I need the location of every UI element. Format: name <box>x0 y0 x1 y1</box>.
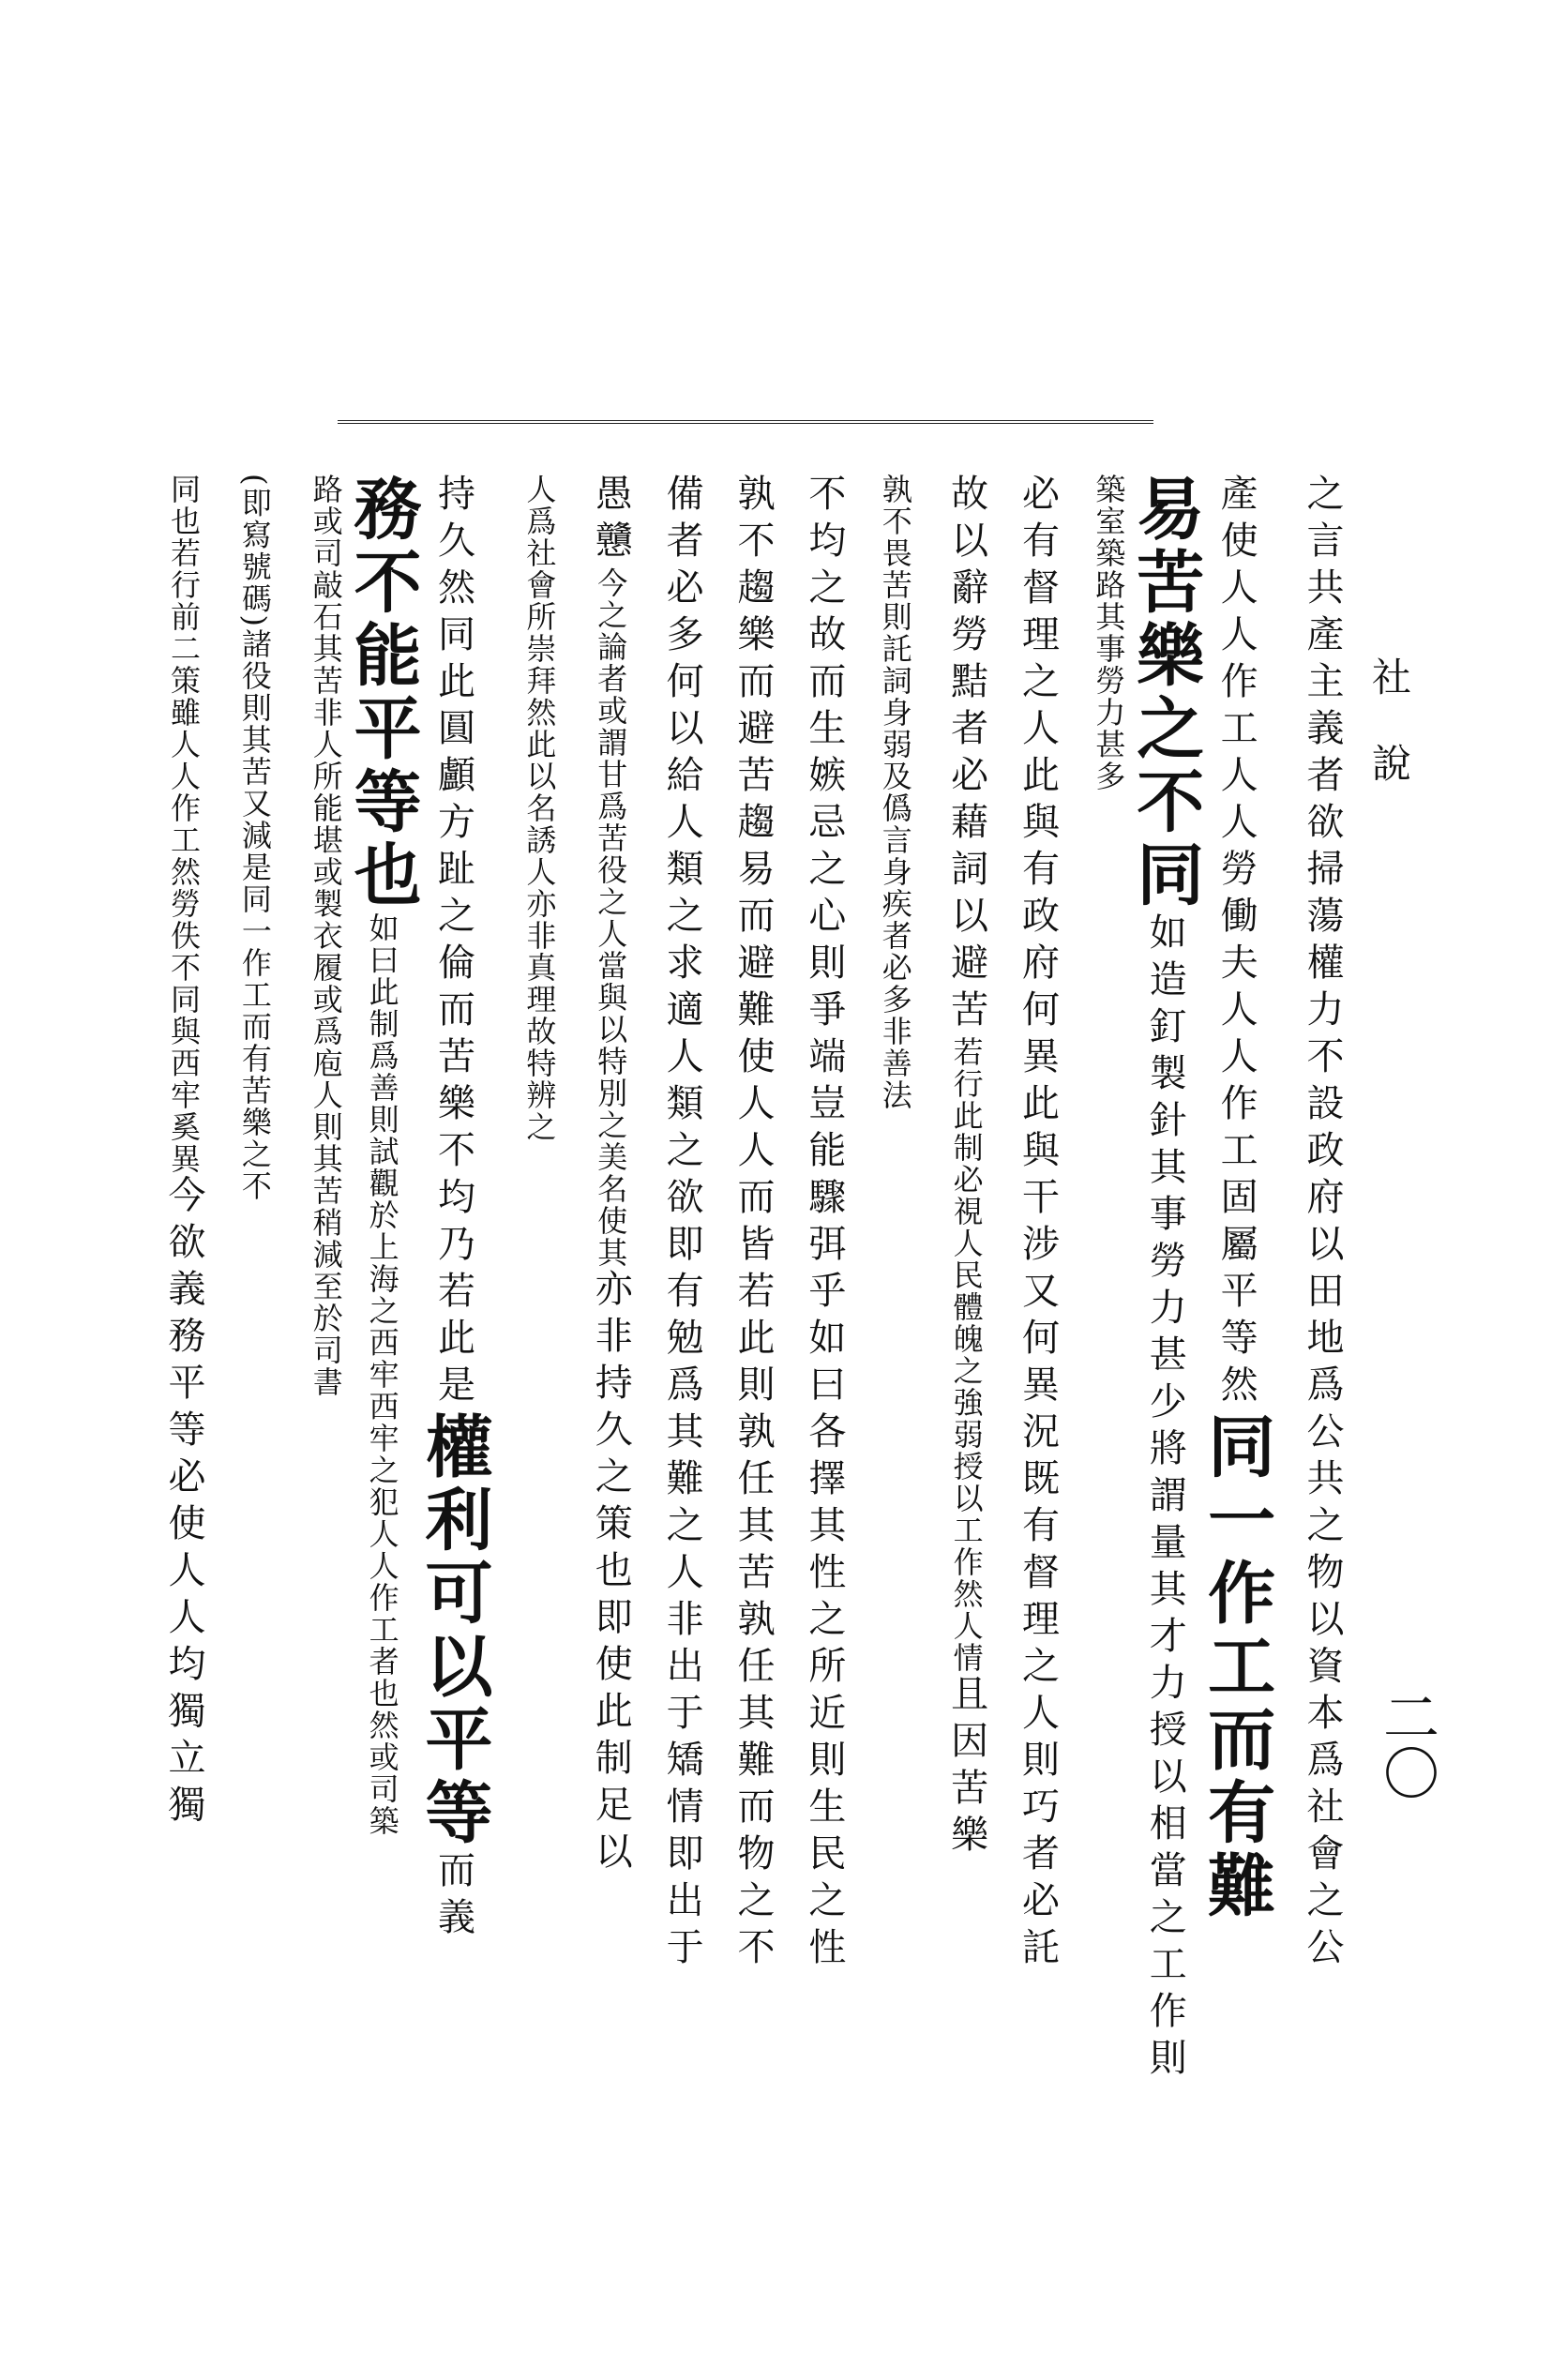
article-body <box>131 474 1344 2312</box>
text-column <box>203 474 274 2312</box>
section-label: 社說 <box>1366 656 1412 829</box>
emphasized-phrase: 同一作工而有難 <box>1197 1411 1277 1923</box>
top-rule <box>338 420 1153 424</box>
body-text: 必有督理之人此與有政府何異此與干涉又何異況既有督理之人則巧者必託 <box>1016 474 1060 1974</box>
body-text: 而義 <box>431 1850 475 1944</box>
text-column <box>986 474 1060 2312</box>
text-column <box>131 474 203 2312</box>
body-text: 故以辭勞黠者必藉詞以避苦 <box>944 474 988 1036</box>
annotation-note: 人爲社會所崇拜然此以名誘人亦非真理故特辨之 <box>521 474 558 1143</box>
text-column <box>629 474 704 2312</box>
text-column <box>488 474 559 2312</box>
annotation-note: 路或司敲石其苦非人所能堪或製衣履或爲庖人則其苦稍減至於司書 <box>308 474 344 1398</box>
page-number: 二〇 <box>1374 1688 1439 1800</box>
annotation-note: 若行此制必視人民體魄之強弱授以工作然人情 <box>948 1036 985 1674</box>
body-text: 今欲義務平等必使人人均獨立獨 <box>162 1175 205 1831</box>
text-column <box>1270 474 1344 2312</box>
text-column <box>414 474 494 2312</box>
annotation-note: 築室築路其事勞力甚多 <box>1091 474 1127 792</box>
annotation-note: (即寫號碼)諸役則其苦又減是同一作工而有苦樂之不 <box>236 474 273 1202</box>
emphasized-phrase: 務不能平等也 <box>342 474 423 912</box>
text-column <box>1197 474 1277 2312</box>
body-text: 備者必多何以給人類之求適人類之欲即有勉爲其難之人非出于矯情即出于 <box>660 474 704 1974</box>
text-column <box>772 474 846 2312</box>
text-column <box>701 474 775 2312</box>
annotation-note: 如曰此制爲善則試觀於上海之西牢西牢之犯人人作工者也然或司築 <box>364 912 400 1837</box>
body-text: 產使人人作工人人勞働夫人人作工固屬平等然 <box>1214 474 1258 1411</box>
annotation-note: 孰不畏苦則託詞身弱及僞言身疾者必多非善法 <box>877 474 913 1111</box>
text-column <box>274 474 345 2312</box>
body-text: 如造釘製針其事勞力甚少將謂量其才力授以相當之工作則 <box>1143 912 1187 2085</box>
body-text: 持久然同此圓顱方趾之倫而苦樂不均乃若此是 <box>431 474 475 1411</box>
text-column <box>558 474 633 2312</box>
body-text: 孰不趨樂而避苦趨易而避難使人人而皆若此則孰任其苦孰任其難而物之不 <box>731 474 775 1974</box>
text-column <box>1057 474 1128 2312</box>
annotation-note: 同也若行前二策雖人人作工然勞佚不同與西牢奚異 <box>166 474 202 1175</box>
text-column <box>843 474 914 2312</box>
body-text: 且因苦樂 <box>944 1674 988 1861</box>
body-text: 亦非持久之策也即使此制足以 <box>589 1269 633 1878</box>
text-column <box>914 474 986 2312</box>
text-column <box>342 474 423 2312</box>
body-text: 不均之故而生嫉忌之心則爭端豈能驟弭乎如曰各擇其性之所近則生民之性 <box>802 474 846 1974</box>
annotation-note: 今之論者或謂甘爲苦役之人當與以特別之美名使其 <box>593 567 629 1269</box>
emphasized-phrase: 權利可以平等 <box>414 1411 494 1850</box>
body-text: 之言共產主義者欲掃蕩權力不設政府以田地爲公共之物以資本爲社會之公 <box>1301 474 1344 1974</box>
emphasized-phrase: 易苦樂之不同 <box>1125 474 1206 912</box>
text-column <box>1125 474 1206 2312</box>
body-text: 愚戇 <box>589 474 633 567</box>
